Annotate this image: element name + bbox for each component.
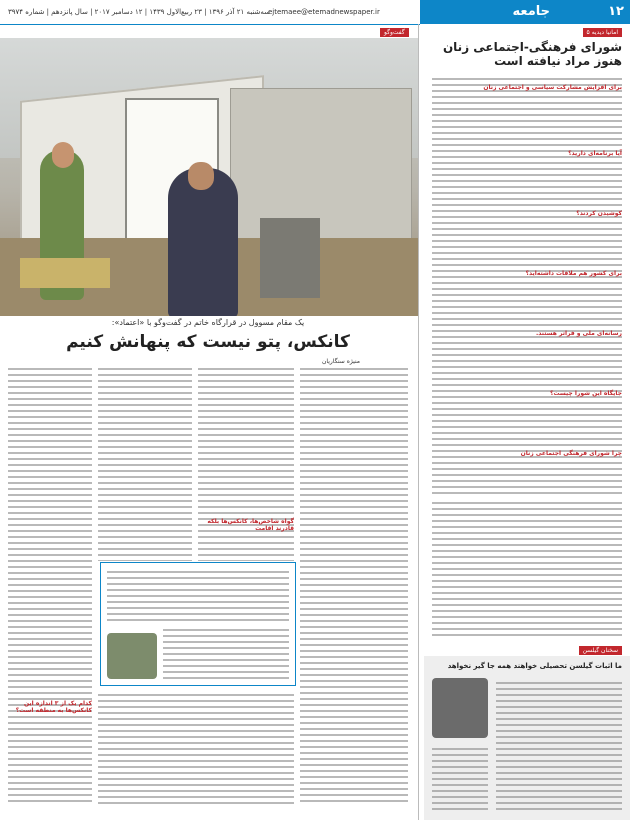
article-column-4	[8, 366, 92, 804]
sidebar-question-3: کوشیدن کردند؟	[576, 210, 622, 217]
sidebar-question-2: آیا برنامه‌ای دارید؟	[568, 150, 622, 157]
inset-photo	[107, 633, 157, 679]
sidebar-box-title: ما اثبات گیلسن تحصیلی خواهند همه جا گیر نخواهد	[447, 662, 622, 670]
sidebar-body-2	[432, 500, 622, 640]
sidebar-box-tag: سخنان گیلسن	[579, 646, 622, 655]
page-number: ۱۲	[608, 4, 624, 19]
section-name: جامعه	[512, 4, 550, 19]
sidebar-title: شورای فرهنگی-اجتماعی زنان هنوز مراد نیافته است	[442, 40, 622, 68]
article-column-1	[300, 366, 408, 804]
masthead-strip	[0, 0, 420, 25]
section-banner	[420, 0, 630, 24]
author-photo	[432, 678, 488, 738]
sidebar-question-1: برای افزایش مشارکت سیاسی و اجتماعی زنان	[483, 84, 622, 91]
article-headline: کانکس، پتو نیست که پنهانش کنیم	[66, 332, 350, 352]
sidebar-question-7: چرا شورای فرهنگی اجتماعی زنان	[520, 450, 622, 457]
sidebar-tag: امانیا دیدیه ۵	[583, 28, 622, 37]
issue-date: سه‌شنبه ۲۱ آذر ۱۳۹۶ | ۲۳ ربیع‌الاول ۱۴۳۹ | ۱۲ دسامبر ۲۰۱۷ | سال پانزدهم | شماره ۳۹۷۴	[8, 8, 270, 16]
main-photo	[0, 38, 418, 316]
sidebar-body	[432, 76, 622, 496]
sidebar-question-6: جایگاه این شورا چیست؟	[550, 390, 622, 397]
sidebar-question-5: رسانه‌ای ملی و فراتر هستند.	[536, 330, 622, 337]
column-question: گواه شاخص‌ها، کانکس‌ها بلکه قادرند اقامت	[207, 518, 294, 532]
sidebar-question-4: برای کشور هم ملاقات داشته‌اید؟	[525, 270, 622, 277]
article-tag: گفت‌وگو	[380, 28, 409, 37]
article-caption: یک مقام مسوول در قرارگاه خاتم در گفت‌وگو با «اعتماد»:	[111, 318, 305, 327]
column-divider	[418, 24, 419, 820]
article-column-5	[98, 692, 294, 804]
inset-box	[100, 562, 296, 686]
sidebar-box	[424, 656, 630, 820]
email-address[interactable]: ejtemaee@etemadnewspaper.ir	[268, 8, 380, 16]
article-column-3	[98, 366, 192, 561]
article-byline: منیژه سنگاریان	[322, 358, 360, 365]
column-question-2: کدام یک از ۳ اندازه این کانکس‌ها به منطقه است؟	[15, 700, 92, 714]
